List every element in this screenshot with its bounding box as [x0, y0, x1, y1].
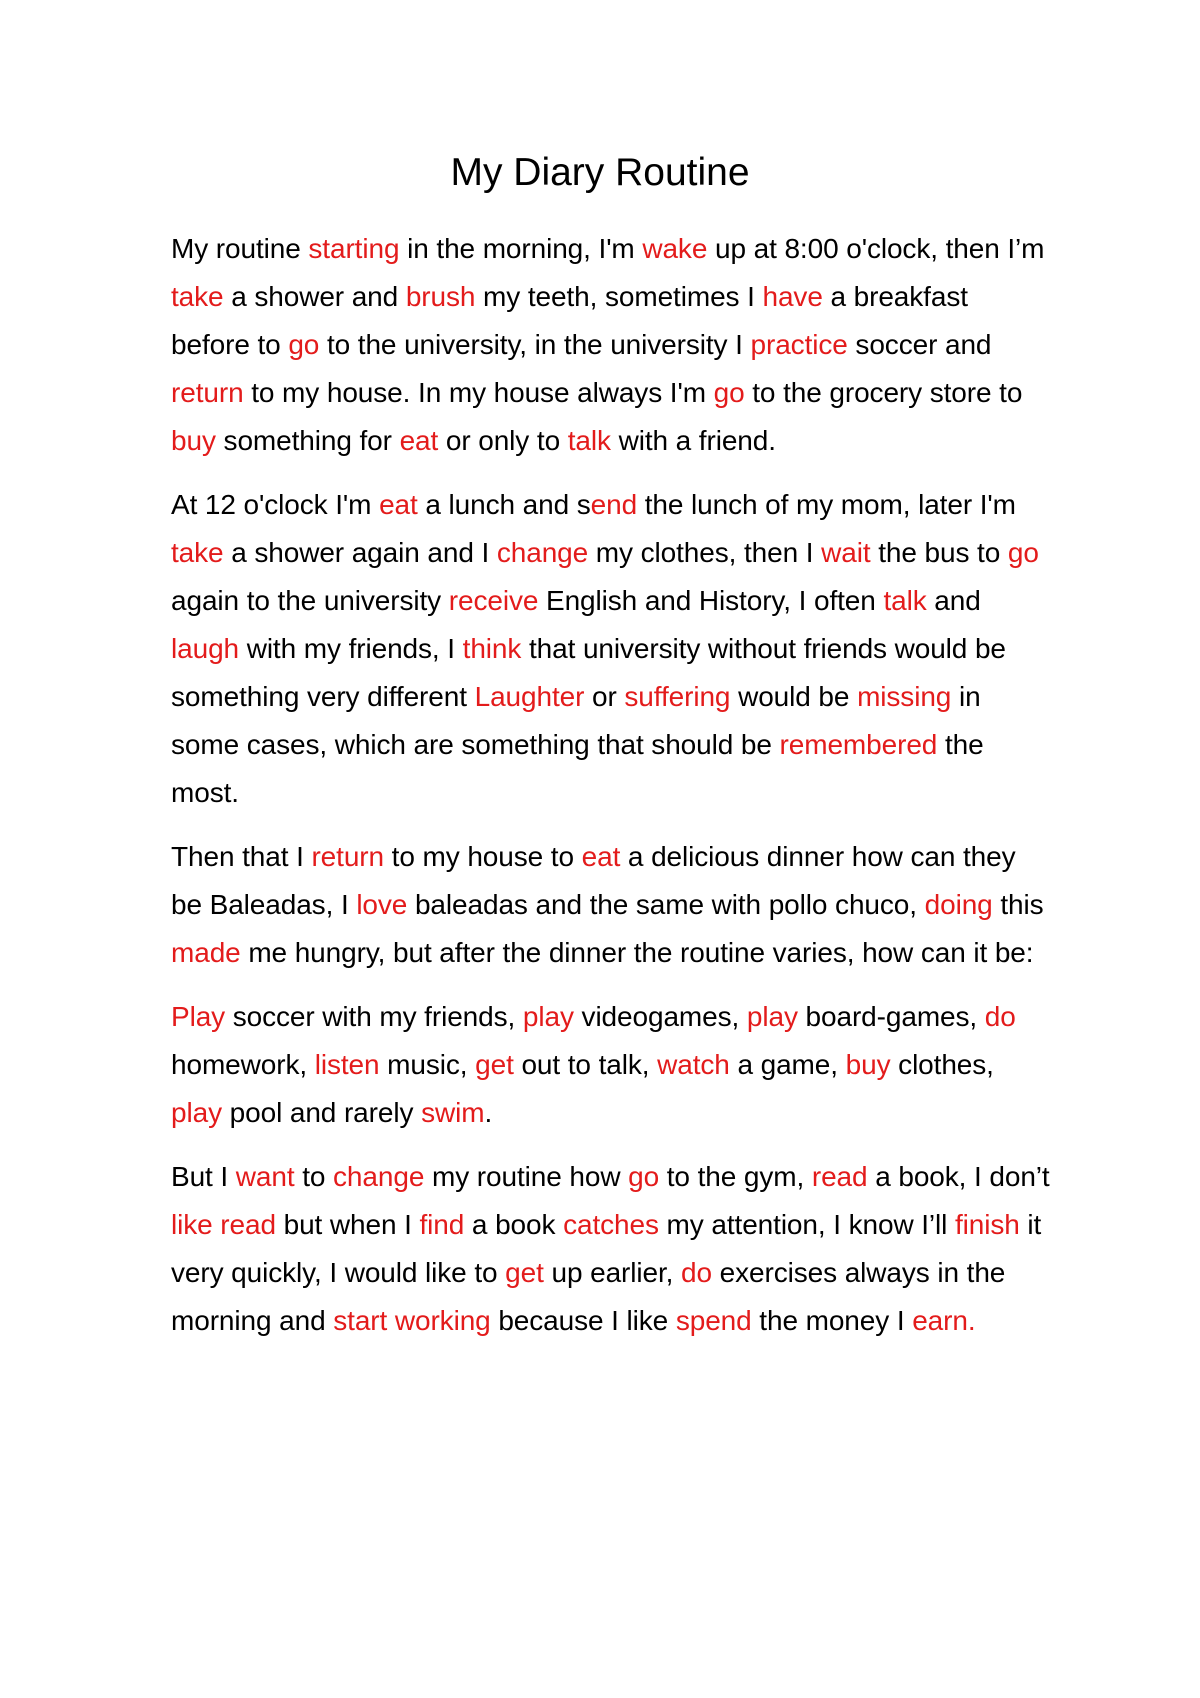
highlighted-verb: missing: [857, 681, 952, 712]
highlighted-verb: catches: [563, 1209, 659, 1240]
text-segment: to the gym,: [659, 1161, 812, 1192]
highlighted-verb: buy: [845, 1049, 891, 1080]
highlighted-verb: take: [171, 281, 224, 312]
text-segment: my attention, I know I’ll: [658, 1209, 955, 1240]
highlighted-verb: go: [1007, 537, 1039, 568]
highlighted-verb: start working: [333, 1305, 491, 1336]
text-segment: or: [584, 681, 625, 712]
paragraph-4: [171, 993, 1051, 1137]
highlighted-verb: return: [171, 377, 244, 408]
highlighted-verb: made: [171, 937, 241, 968]
highlighted-verb: eat: [379, 489, 418, 520]
highlighted-verb: listen: [314, 1049, 380, 1080]
text-segment: a game,: [729, 1049, 846, 1080]
highlighted-verb: end: [590, 489, 638, 520]
highlighted-verb: watch: [657, 1049, 730, 1080]
text-segment: out to talk,: [513, 1049, 658, 1080]
highlighted-verb: change: [496, 537, 589, 568]
text-segment: or only to: [438, 425, 568, 456]
text-segment: would be: [730, 681, 858, 712]
text-segment: soccer with my friends,: [225, 1001, 523, 1032]
highlighted-verb: laugh: [171, 633, 240, 664]
text-segment: a lunch and s: [417, 489, 591, 520]
highlighted-verb: get: [505, 1257, 544, 1288]
text-segment: in some cases, which are something that should be: [171, 681, 981, 760]
text-segment: with a friend.: [610, 425, 776, 456]
highlighted-verb: do: [984, 1001, 1016, 1032]
text-segment: again to the university: [171, 585, 449, 616]
highlighted-verb: talk: [567, 425, 611, 456]
text-segment: a shower and: [223, 281, 406, 312]
highlighted-verb: think: [462, 633, 522, 664]
text-segment: up earlier,: [543, 1257, 682, 1288]
highlighted-verb: do: [681, 1257, 712, 1288]
text-segment: the money I: [751, 1305, 913, 1336]
text-segment: to the grocery store to: [744, 377, 1023, 408]
highlighted-verb: play: [746, 1001, 798, 1032]
text-segment: up at 8:00 o'clock, then I’m: [707, 233, 1045, 264]
highlighted-verb: starting: [308, 233, 400, 264]
text-segment: that university without friends would be something very different: [171, 633, 1006, 712]
text-segment: a delicious dinner how can they be Baleadas, I: [171, 841, 1016, 920]
text-segment: my clothes, then I: [588, 537, 822, 568]
highlighted-verb: get: [475, 1049, 514, 1080]
text-segment: me hungry, but after the dinner the routine varies, how can it be:: [240, 937, 1034, 968]
text-segment: exercises always in the morning and: [171, 1257, 1006, 1336]
text-segment: my teeth, sometimes I: [475, 281, 763, 312]
highlighted-verb: swim: [421, 1097, 485, 1128]
highlighted-verb: Play: [171, 1001, 226, 1032]
paragraph-3: [171, 833, 1051, 977]
text-segment: Then that I: [171, 841, 312, 872]
highlighted-verb: buy: [171, 425, 216, 456]
text-segment: the bus to: [870, 537, 1008, 568]
document-body: [171, 225, 1051, 1361]
highlighted-verb: brush: [405, 281, 476, 312]
text-segment: in the morning, I'm: [399, 233, 643, 264]
highlighted-verb: remembered: [779, 729, 938, 760]
highlighted-verb: go: [288, 329, 320, 360]
text-segment: it very quickly, I would like to: [171, 1209, 1042, 1288]
highlighted-verb: wait: [821, 537, 871, 568]
highlighted-verb: eat: [581, 841, 621, 872]
text-segment: music,: [379, 1049, 476, 1080]
highlighted-verb: play: [522, 1001, 574, 1032]
text-segment: baleadas and the same with pollo chuco,: [407, 889, 925, 920]
paragraph-5: [171, 1153, 1051, 1345]
text-segment: a shower again and I: [223, 537, 497, 568]
text-segment: my routine how: [424, 1161, 629, 1192]
highlighted-verb: take: [171, 537, 224, 568]
highlighted-verb: earn.: [912, 1305, 976, 1336]
highlighted-verb: change: [333, 1161, 425, 1192]
highlighted-verb: like read: [171, 1209, 276, 1240]
text-segment: to the university, in the university I: [319, 329, 751, 360]
text-segment: to my house. In my house always I'm: [243, 377, 714, 408]
text-segment: the lunch of my mom, later I'm: [637, 489, 1016, 520]
text-segment: a breakfast before to: [171, 281, 968, 360]
text-segment: something for: [215, 425, 400, 456]
highlighted-verb: eat: [399, 425, 439, 456]
text-segment: with my friends, I: [239, 633, 463, 664]
paragraph-1: [171, 225, 1051, 465]
text-segment: to: [294, 1161, 334, 1192]
highlighted-verb: talk: [883, 585, 927, 616]
text-segment: English and History, I often: [538, 585, 884, 616]
text-segment: soccer and: [847, 329, 992, 360]
text-segment: because I like: [490, 1305, 676, 1336]
highlighted-verb: wake: [642, 233, 708, 264]
text-segment: homework,: [171, 1049, 315, 1080]
highlighted-verb: go: [713, 377, 745, 408]
highlighted-verb: have: [762, 281, 823, 312]
text-segment: a book, I don’t: [867, 1161, 1050, 1192]
highlighted-verb: doing: [924, 889, 993, 920]
text-segment: clothes,: [890, 1049, 994, 1080]
text-segment: and: [926, 585, 981, 616]
highlighted-verb: read: [811, 1161, 868, 1192]
highlighted-verb: receive: [448, 585, 539, 616]
text-segment: My routine: [171, 233, 309, 264]
text-segment: But I: [171, 1161, 236, 1192]
highlighted-verb: Laughter: [474, 681, 585, 712]
text-segment: .: [484, 1097, 493, 1128]
highlighted-verb: go: [628, 1161, 660, 1192]
text-segment: board-games,: [797, 1001, 985, 1032]
highlighted-verb: play: [171, 1097, 222, 1128]
text-segment: videogames,: [573, 1001, 747, 1032]
text-segment: but when I: [275, 1209, 420, 1240]
text-segment: a book: [464, 1209, 564, 1240]
highlighted-verb: find: [419, 1209, 465, 1240]
highlighted-verb: love: [356, 889, 408, 920]
text-segment: to my house to: [384, 841, 582, 872]
highlighted-verb: want: [235, 1161, 295, 1192]
document-title: My Diary Routine: [450, 151, 750, 194]
text-segment: At 12 o'clock I'm: [171, 489, 380, 520]
highlighted-verb: finish: [954, 1209, 1020, 1240]
text-segment: this: [992, 889, 1044, 920]
highlighted-verb: practice: [750, 329, 848, 360]
paragraph-2: [171, 481, 1051, 817]
text-segment: the most.: [171, 729, 984, 808]
highlighted-verb: spend: [675, 1305, 752, 1336]
highlighted-verb: return: [311, 841, 384, 872]
highlighted-verb: suffering: [624, 681, 731, 712]
text-segment: pool and rarely: [221, 1097, 422, 1128]
